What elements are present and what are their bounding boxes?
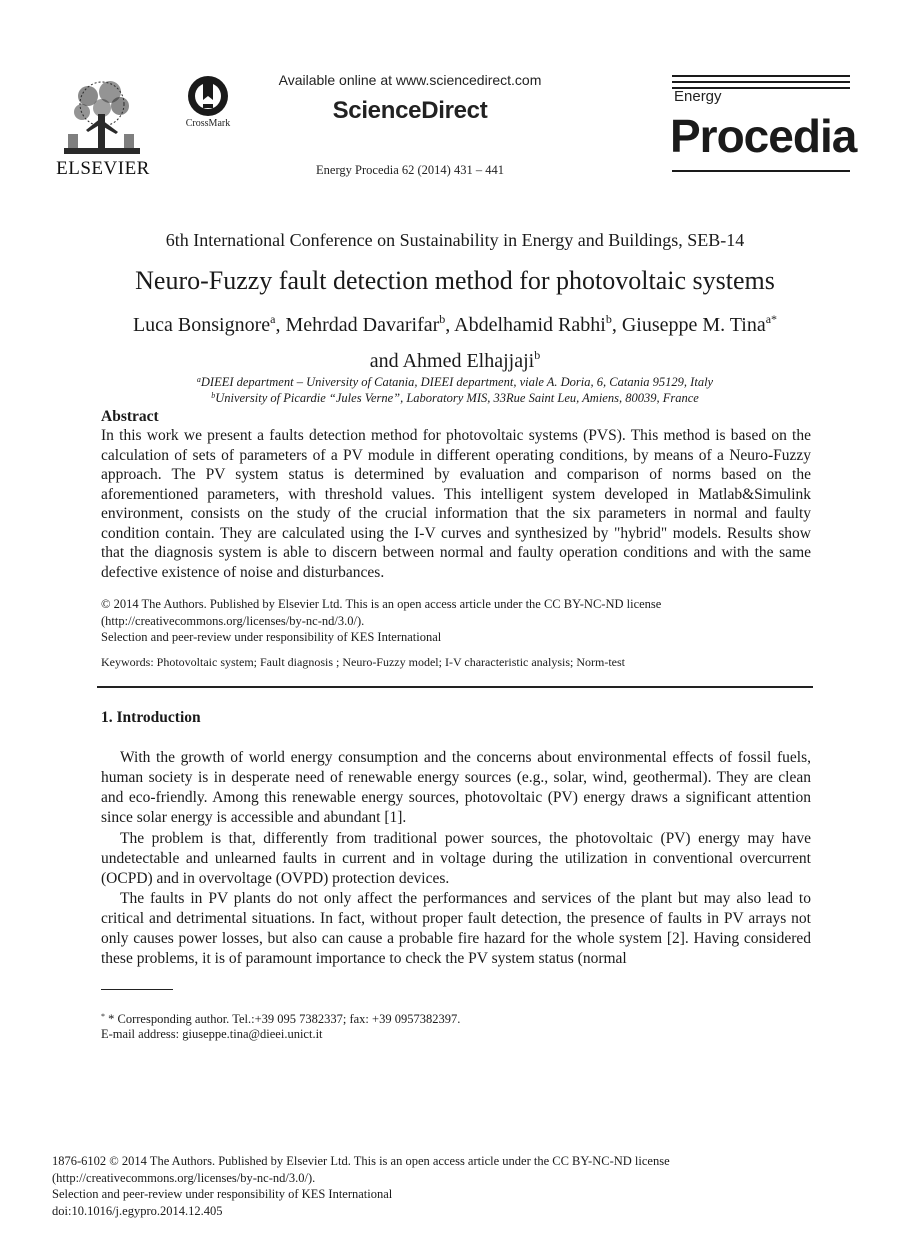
sciencedirect-logo: ScienceDirect (332, 97, 488, 124)
journal-reference: Energy Procedia 62 (2014) 431 – 441 (316, 163, 504, 177)
journal-logo-main: Procedia (670, 110, 857, 162)
affiliation-text: University of Picardie “Jules Verne”, Laboratory MIS, 33Rue Saint Leu, Amiens, 80039, France (215, 391, 699, 405)
author-name: Mehrdad Davarifar (285, 314, 440, 336)
author-mark: a (270, 312, 276, 326)
elsevier-tree-icon (58, 74, 146, 162)
footer-review: Selection and peer-review under responsibility of KES International (52, 1187, 393, 1201)
affiliation-text: DIEEI department – University of Catania, DIEEI department, viale A. Doria, 6, Catania 95129, Italy (200, 375, 714, 389)
body-paragraph: The faults in PV plants do not only affect the performances and services of the plant but may also lead to critical and detrimental situations. In fact, without proper fault detection, the presence of faults in PV arrays not only causes power losses, but also can cause a probable fire hazard for the whole system [2]. Having considered these problems, it is of paramount importance to check the PV system status (normal (101, 890, 811, 967)
author-mark: b (439, 312, 446, 326)
affiliation-mark: b (211, 391, 216, 400)
author-mark: b (605, 312, 612, 326)
footer-doi[interactable]: doi:10.1016/j.egypro.2014.12.405 (52, 1203, 223, 1218)
footnote-email[interactable]: E-mail address: giuseppe.tina@dieei.unict.it (101, 1027, 323, 1041)
body-paragraph: With the growth of world energy consumption and the concerns about environmental effects of fossil fuels, human society is in desperate need of renewable energy sources (e.g., solar, wind, geothermal). They are clean and eco-friendly. Among this renewable energy sources, photovoltaic (PV) energy draws a significant attention since solar energy is accessible and abundant [1]. (101, 749, 811, 826)
elsevier-logo (52, 72, 154, 182)
footnote-text: * Corresponding author. Tel.:+39 095 7382337; fax: +39 0957382397. (105, 1012, 461, 1026)
crossmark-badge[interactable] (176, 74, 240, 136)
affiliation-a (40, 375, 870, 390)
license-line: © 2014 The Authors. Published by Elsevier Ltd. This is an open access article under the CC BY-NC-ND license (101, 597, 662, 611)
abstract-heading: Abstract (101, 408, 159, 425)
abstract-text: In this work we present a faults detection method for photovoltaic systems (PVS). This method is based on the calculation of sets of parameters of a PV module in different operating conditions, by means of a Neuro-Fuzzy approach. The PV system status is determined by evaluation and comparison of norms based on the aforementioned parameters, with threshold values. This intelligent system developed in Matlab&Simulink environment, consists on the study of the crucial information that the six parameters in normal and faulty condition contain. They are calculated using the I-V curves and synthesized by "hybrid" models. Results show that the diagnosis system is able to discern between normal and faulty operation conditions and with the same defective existence of noise and disturbances. (101, 427, 811, 581)
body-paragraph: The problem is that, differently from traditional power sources, the photovoltaic (PV) energy may have undetectable and unlearned faults in current and in voltage during the utilization in conventional overcurrent (OCPD) and in overvoltage (OVPD) protection devices. (101, 830, 811, 887)
footnote-divider (101, 989, 173, 990)
license-block (101, 596, 811, 646)
journal-logo-rule (672, 170, 850, 172)
page-footer (52, 1153, 812, 1219)
footnote-mark: * (101, 1012, 105, 1021)
conference-name: 6th International Conference on Sustainability in Energy and Buildings, SEB-14 (165, 230, 745, 250)
footer-license-link[interactable]: (http://creativecommons.org/licenses/by-nc-nd/3.0/). (52, 1170, 316, 1185)
review-line: Selection and peer-review under responsibility of KES International (101, 630, 442, 644)
author-list: Luca Bonsignore$^a$, Mehrdad Davarifar$^b$, Abdelhamid Rabhi$^b$, Giuseppe M. Tina$^{a*}$ (132, 312, 778, 336)
section-heading: 1. Introduction (101, 709, 201, 726)
publisher-name: ELSEVIER (56, 158, 150, 179)
affiliation-b (40, 391, 870, 406)
keywords: Keywords: Photovoltaic system; Fault diagnosis ; Neuro-Fuzzy model; I-V characteristic analysis; Norm-test (101, 655, 626, 669)
crossmark-icon (176, 74, 240, 118)
footer-copyright: 1876-6102 © 2014 The Authors. Published by Elsevier Ltd. This is an open access article under the CC BY-NC-ND license (52, 1154, 670, 1168)
author-name: Giuseppe M. Tina (621, 314, 766, 336)
available-online[interactable]: Available online at www.sciencedirect.com (278, 72, 542, 88)
affiliation-mark: a (196, 375, 201, 384)
authors-joiner: and (369, 350, 399, 372)
journal-logo-top: Energy (674, 88, 722, 105)
author-name: Abdelhamid Rabhi (454, 314, 606, 336)
author-mark: b (534, 348, 541, 362)
license-link[interactable]: (http://creativecommons.org/licenses/by-nc-nd/3.0/). (101, 613, 365, 628)
footnote-corresponding (101, 1009, 801, 1027)
author-name: Luca Bonsignore (132, 314, 271, 336)
author-list-continued (40, 348, 870, 373)
divider (97, 686, 813, 688)
crossmark-label: CrossMark (185, 118, 231, 129)
author-name: Ahmed Elhajjaji (402, 350, 535, 372)
paper-title: Neuro-Fuzzy fault detection method for photovoltaic systems (135, 266, 775, 295)
author-mark: a* (765, 312, 778, 326)
